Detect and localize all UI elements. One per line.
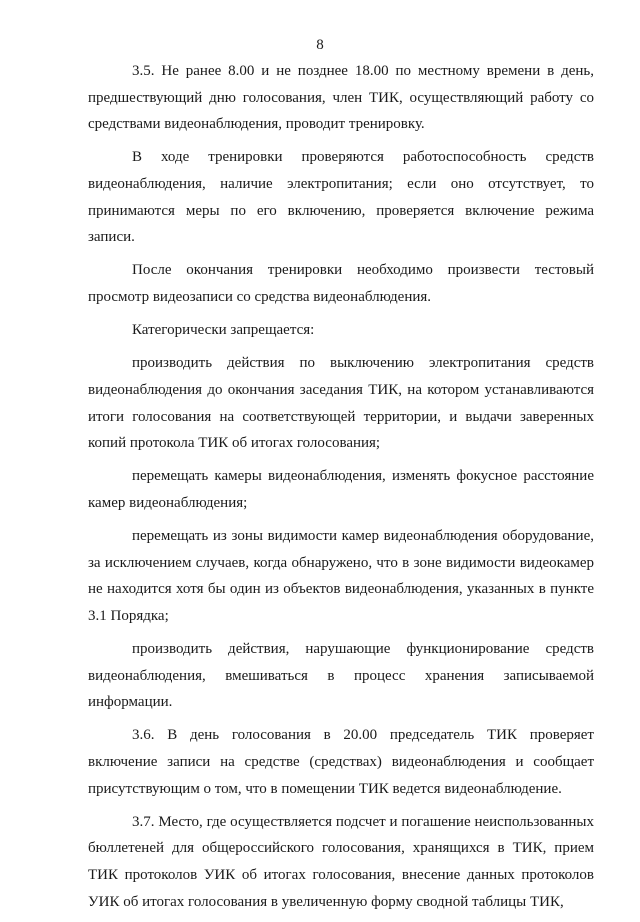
paragraph-3-5: 3.5. Не ранее 8.00 и не позднее 18.00 по местному времени в день, предшествующий дню голосования, член ТИК, осуществляющий работу со средствами видеонаблюдения, проводит тренировку. <box>88 63 594 133</box>
paragraph-training-checks: В ходе тренировки проверяются работоспособность средств видеонаблюдения, наличие электропитания; если оно отсутствует, то принимаются меры по его включению, проверяется включение режима записи. <box>88 149 594 246</box>
paragraph-3-7: 3.7. Место, где осуществляется подсчет и погашение неиспользованных бюллетеней для общероссийского голосования, хранящихся в ТИК, прием ТИК протоколов УИК об итогах голосования, внесение данных протоколов УИК об итогах голосования в увеличенную форму сводной таблицы ТИК, <box>88 813 594 910</box>
paragraph-prohibited-heading: Категорически запрещается: <box>132 322 315 339</box>
paragraph-prohibited-interfere: производить действия, нарушающие функционирование средств видеонаблюдения, вмешиваться в процесс хранения записываемой информации. <box>88 641 594 711</box>
page-number: 8 <box>316 37 324 53</box>
paragraph-prohibited-move-cameras: перемещать камеры видеонаблюдения, изменять фокусное расстояние камер видеонаблюдения; <box>88 468 594 511</box>
paragraph-test-view: После окончания тренировки необходимо произвести тестовый просмотр видеозаписи со средства видеонаблюдения. <box>88 262 594 305</box>
paragraph-prohibited-power: производить действия по выключению электропитания средств видеонаблюдения до окончания заседания ТИК, на котором устанавливаются итоги голосования на соответствующей территории, и выдачи заверенных копий протокола ТИК об итогах голосования; <box>88 355 594 452</box>
document-body <box>88 58 594 922</box>
paragraph-3-6: 3.6. В день голосования в 20.00 председатель ТИК проверяет включение записи на средстве (средствах) видеонаблюдения и сообщает присутствующим о том, что в помещении ТИК ведется видеонаблюдение. <box>88 727 594 797</box>
paragraph-prohibited-move-equipment: перемещать из зоны видимости камер видеонаблюдения оборудование, за исключением случаев, когда обнаружено, что в зоне видимости видеокамер не находится хотя бы один из объектов видеонаблюдения, указанных в пункте 3.1 Порядка; <box>88 528 594 624</box>
